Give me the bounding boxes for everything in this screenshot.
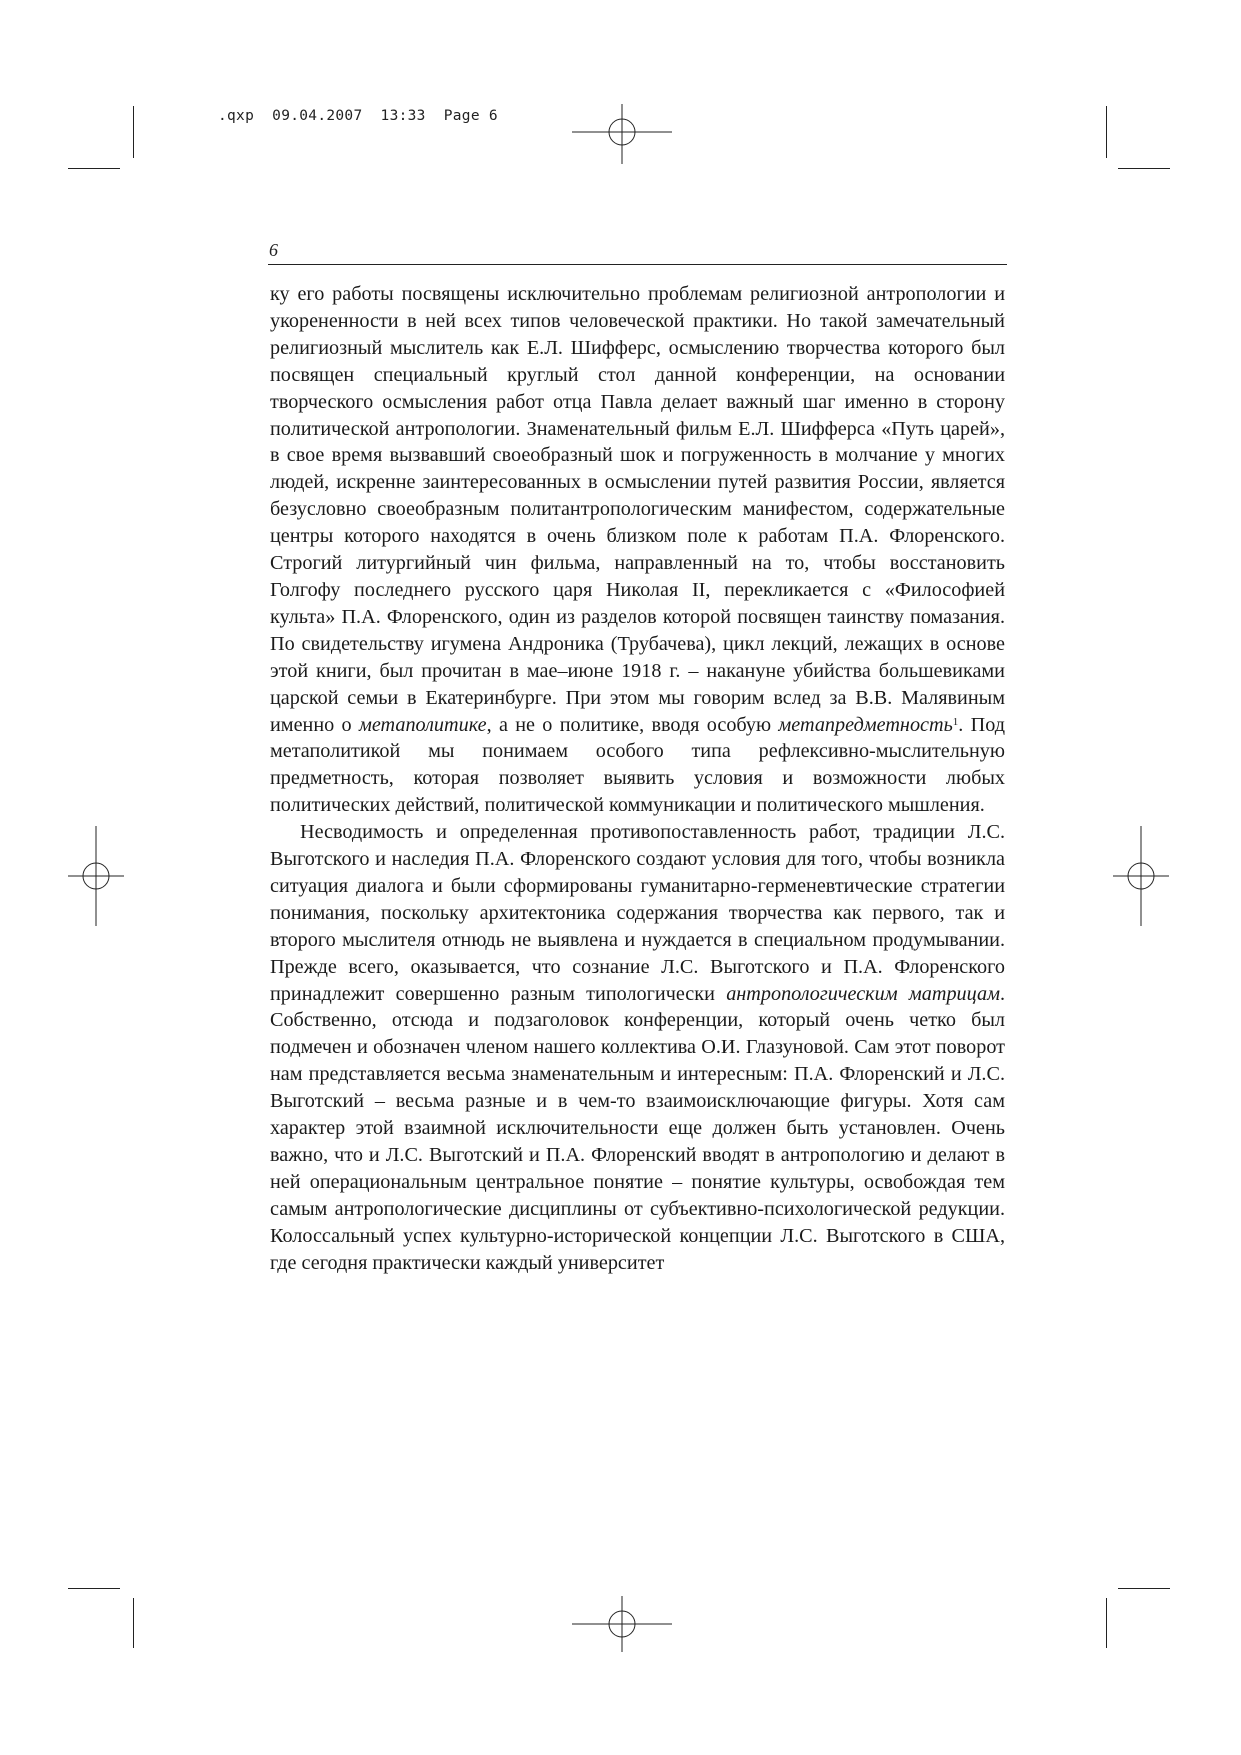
registration-mark-right xyxy=(1113,826,1169,926)
page-number: 6 xyxy=(269,240,278,260)
paragraph-1 xyxy=(270,281,1005,819)
paragraph-1-text-b: , а не о политике, вводя особую xyxy=(486,713,779,736)
crop-mark-bottom-right-horizontal xyxy=(1118,1588,1170,1589)
paragraph-2 xyxy=(270,819,1005,1276)
printer-slug: .qxp 09.04.2007 13:33 Page 6 xyxy=(218,108,498,124)
paragraph-2-emphasis-anthropological-matrices: антропологическим матрицам xyxy=(726,982,1000,1005)
crop-mark-bottom-right-vertical xyxy=(1106,1598,1107,1648)
crop-mark-top-right-vertical xyxy=(1106,106,1107,158)
paragraph-1-text-c: . Под метаполитикой мы понимаем особого типа рефлексивно-мыслительную предметность, которая позволяет выявить условия и возможности любых политических действий, политической коммуникации и политического мышления. xyxy=(270,713,1005,817)
footnote-reference[interactable]: 1 xyxy=(952,715,959,728)
body-text xyxy=(270,281,1005,1277)
header-rule xyxy=(268,264,1007,265)
registration-mark-left xyxy=(68,826,124,926)
crop-mark-bottom-left-horizontal xyxy=(68,1588,120,1589)
paragraph-1-text-a: ку его работы посвящены исключительно проблемам религиозной антропологии и укорененности в ней всех типов человеческой практики. Но такой замечательный религиозный мыслитель как Е.Л. Шифферс, осмыслению творчества которого был посвящен специальный круглый стол данной конференции, на основании творческого осмысления работ отца Павла делает важный шаг именно в сторону политической антропологии. Знаменательный фильм Е.Л. Шифферса «Путь царей», в свое время вызвавший своеобразный шок и погруженность в молчание у многих людей, искренне заинтересованных в осмыслении путей развития России, является безусловно своеобразным политантропологическим манифестом, содержательные центры которого находятся в очень близком поле к работам П.А. Флоренского. Строгий литургийный чин фильма, направленный на то, чтобы восстановить Голгофу последнего русского царя Николая II, перекликается с «Философией культа» П.А. Флоренского, один из разделов которой посвящен таинству помазания. По свидетельству игумена Андроника (Трубачева), цикл лекций, лежащих в основе этой книги, был прочитан в мае–июне 1918 г. – накануне убийства большевиками царской семьи в Екатеринбурге. При этом мы говорим вслед за В.В. Малявиным именно о xyxy=(270,283,1005,736)
crop-mark-top-left-vertical xyxy=(133,106,134,158)
crop-mark-top-right-horizontal xyxy=(1118,168,1170,169)
paragraph-2-text-a: Несводимость и определенная противопоставленность работ, традиции Л.С. Выготского и наследия П.А. Флоренского создают условия для того, чтобы возникла ситуация диалога и были сформированы гуманитарно-герменевтические стратегии понимания, поскольку архитектоника содержания творчества как первого, так и второго мыслителя отнюдь не выявлена и нуждается в специальном продумывании. Прежде всего, оказывается, что сознание Л.С. Выготского и П.А. Флоренского принадлежит совершенно разным типологически xyxy=(270,821,1005,1005)
paragraph-2-text-b: . Собственно, отсюда и подзаголовок конференции, который очень четко был подмечен и обозначен членом нашего коллектива О.И. Глазуновой. Сам этот поворот нам представляется весьма знаменательным и интересным: П.А. Флоренский и Л.С. Выготский – весьма разные и в чем-то взаимоисключающие фигуры. Хотя сам характер этой взаимной исключительности еще должен быть установлен. Очень важно, что и Л.С. Выготский и П.А. Флоренский вводят в антропологию и делают в ней операциональным центральное понятие – понятие культуры, освобождая тем самым антропологические дисциплины от субъективно-психологической редукции. Колоссальный успех культурно-исторической концепции Л.С. Выготского в США, где сегодня практически каждый университет xyxy=(270,982,1006,1274)
crop-mark-bottom-left-vertical xyxy=(133,1598,134,1648)
registration-mark-bottom xyxy=(572,1596,672,1652)
registration-mark-top xyxy=(572,104,672,164)
paragraph-1-emphasis-metasubjectivity: метапредметность xyxy=(778,713,953,736)
crop-mark-top-left-horizontal xyxy=(68,168,120,169)
paragraph-1-emphasis-metapolitics: метаполитике xyxy=(358,713,487,736)
